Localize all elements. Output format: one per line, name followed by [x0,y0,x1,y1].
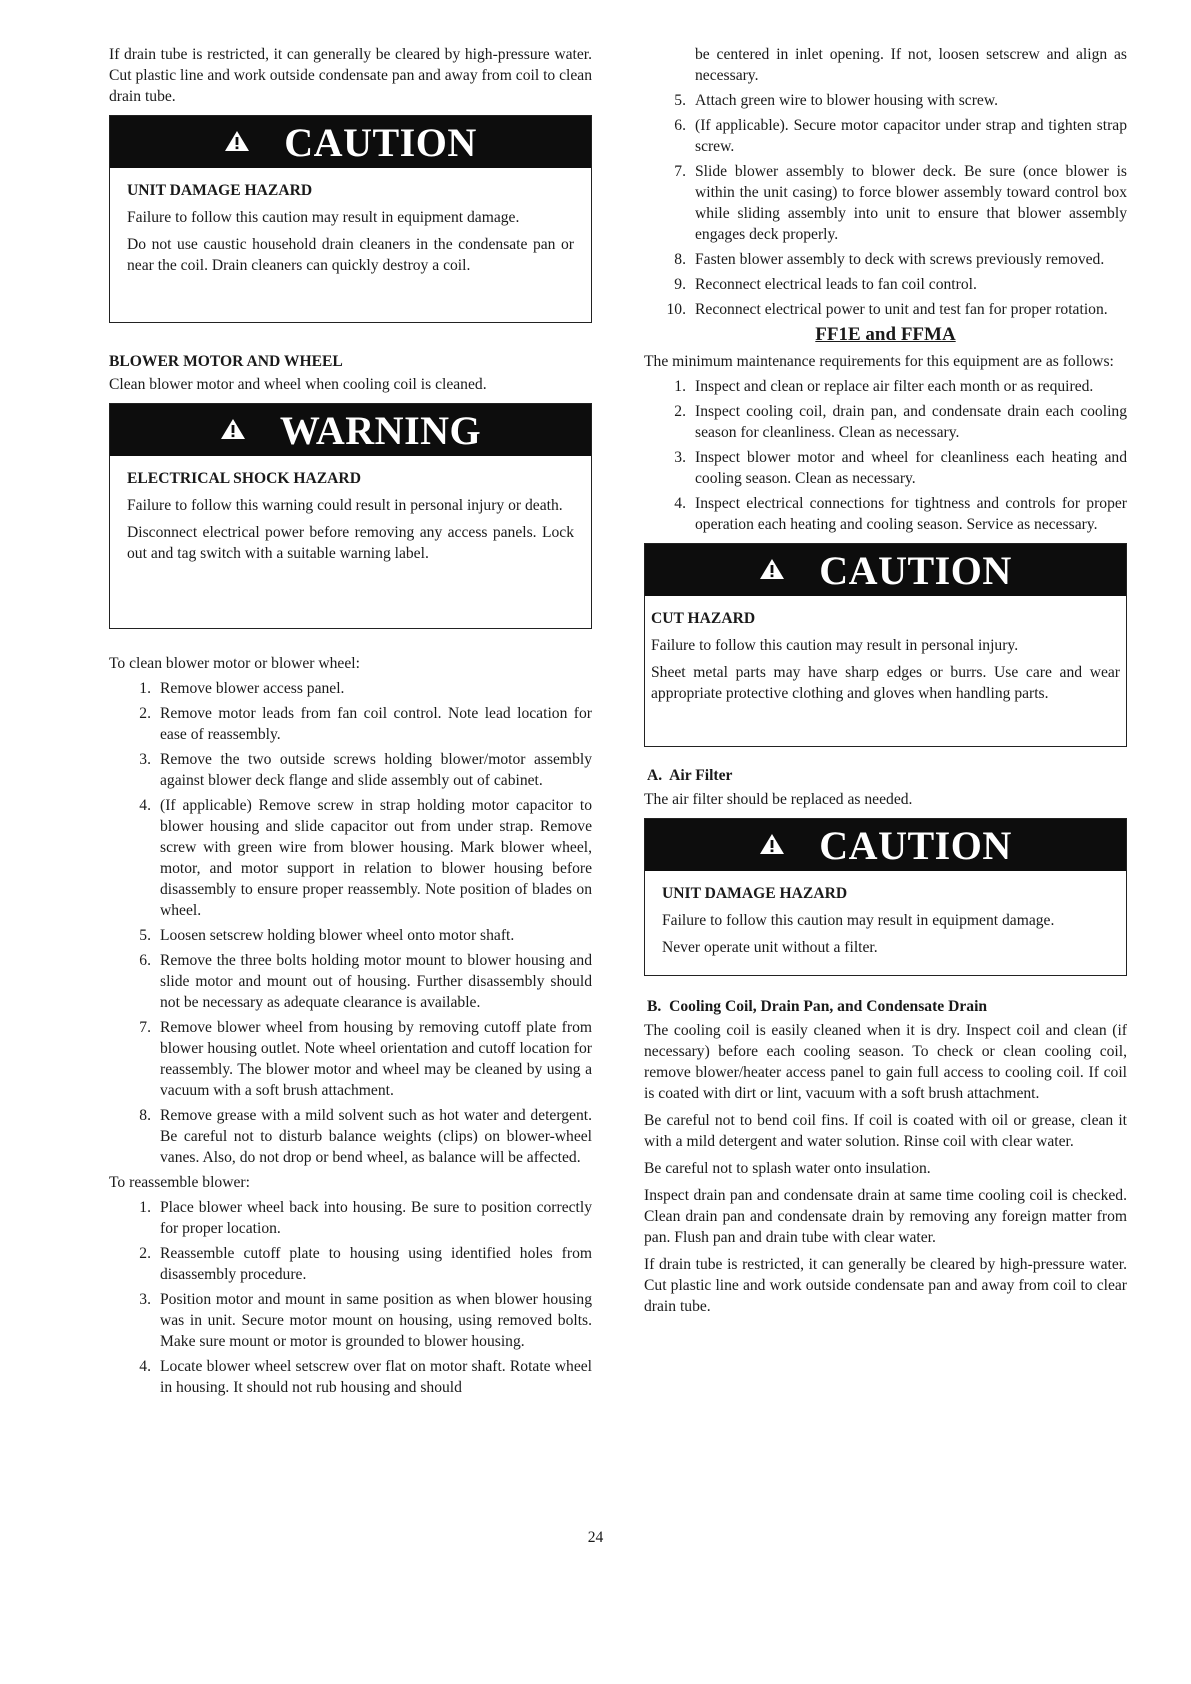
caution-box-filter [644,818,1127,976]
blower-intro: Clean blower motor and wheel when cooling coil is cleaned. [109,376,487,393]
list-item: 2. Inspect cooling coil, drain pan, and condensate drain each cooling season for cleanliness. Clean as necessary. [674,403,1127,441]
list-item: 6. Remove the three bolts holding motor mount to blower housing and slide motor and mount out of housing. Further disassembly should not be necessary as adequate clearance is available. [139,952,592,1011]
section-title-ff1e-ffma: FF1E and FFMA [815,324,956,345]
caution-box-cut-hazard [644,543,1127,747]
intro-paragraph: If drain tube is restricted, it can generally be cleared by high-pressure water. Cut plastic line and work outside condensate pan and away from coil to clean drain tube. [109,46,592,105]
section-heading-blower: BLOWER MOTOR AND WHEEL [109,353,343,370]
list-item: 1. Remove blower access panel. [139,680,345,697]
coil-paragraph: Inspect drain pan and condensate drain at same time cooling coil is checked. Clean drain pan and condensate drain by removing any foreign matter from pan. Flush pan and drain tube with clear water. [644,1187,1127,1246]
left-column [109,44,592,1402]
warning-box-electrical [109,403,592,629]
list-item: 8. Remove grease with a mild solvent such as hot water and detergent. Be careful not to disturb balance weights (clips) on blower-wheel vanes. Also, do not drop or bend wheel, as balance will be affected. [139,1107,592,1166]
caution-banner [110,116,591,168]
hazard-title: ELECTRICAL SHOCK HAZARD [127,470,361,487]
caution-label: CAUTION [819,822,1012,868]
hazard-title: CUT HAZARD [651,610,756,627]
subsection-heading-cooling-coil: B. Cooling Coil, Drain Pan, and Condensate Drain [647,998,988,1015]
coil-paragraph: If drain tube is restricted, it can generally be cleared by high-pressure water. Cut plastic line and work outside condensate pan and away from coil to clear drain tube. [644,1256,1127,1315]
reassemble-intro: To reassemble blower: [109,1174,250,1191]
list-item: 2. Reassemble cutoff plate to housing using identified holes from disassembly procedure. [139,1245,592,1283]
caution-text: Failure to follow this caution may result in equipment damage. [127,209,520,226]
caution-text: Sheet metal parts may have sharp edges or burrs. Use care and wear appropriate protective clothing and gloves when handling parts. [651,664,1120,702]
list-item: 9. Reconnect electrical leads to fan coil control. [674,276,977,293]
warning-triangle-icon [224,128,250,152]
list-item: 5. Attach green wire to blower housing with screw. [674,92,998,109]
list-item: 8. Fasten blower assembly to deck with screws previously removed. [674,251,1105,268]
list-item: 7. Slide blower assembly to blower deck. Be sure (once blower is within the unit casing) to force blower assembly toward control box while sliding assembly into unit to ensure that blower assembly engages deck properly. [674,163,1127,243]
ff-steps-list [644,376,1127,535]
caution-box-unit-damage [109,115,592,323]
clean-intro: To clean blower motor or blower wheel: [109,655,360,672]
caution-text: Failure to follow this caution may result in personal injury. [651,637,1019,654]
caution-text: Do not use caustic household drain cleaners in the condensate pan or near the coil. Drain cleaners can quickly destroy a coil. [127,236,574,274]
air-filter-text: The air filter should be replaced as needed. [644,791,913,808]
caution-text: Failure to follow this caution may result in equipment damage. [662,912,1055,929]
list-item: 3. Inspect blower motor and wheel for cleanliness each heating and cooling season. Clean as necessary. [674,449,1127,487]
warning-text: Failure to follow this warning could result in personal injury or death. [127,497,563,514]
list-item-continued: be centered in inlet opening. If not, loosen setscrew and align as necessary. [695,46,1127,84]
list-item: 3. Remove the two outside screws holding blower/motor assembly against blower deck flange and slide assembly out of cabinet. [139,751,592,789]
list-item: 1. Inspect and clean or replace air filter each month or as required. [674,378,1094,395]
coil-paragraph: Be careful not to bend coil fins. If coil is coated with oil or grease, clean it with a mild detergent and water solution. Rinse coil with clear water. [644,1112,1127,1150]
warning-label: WARNING [279,407,482,453]
subsection-heading-air-filter: A. Air Filter [647,767,733,784]
list-item: 6. (If applicable). Secure motor capacitor under strap and tighten strap screw. [674,117,1127,155]
list-item: 4. Locate blower wheel setscrew over flat on motor shaft. Rotate wheel in housing. It should not rub housing and should [139,1358,592,1396]
page-number: 24 [587,1529,604,1546]
list-item: 10. Reconnect electrical power to unit and test fan for proper rotation. [666,301,1108,318]
caution-banner [645,819,1126,871]
list-item: 1. Place blower wheel back into housing. Be sure to position correctly for proper location. [139,1199,592,1237]
warning-banner [110,404,591,456]
caution-label: CAUTION [284,119,477,165]
warning-triangle-icon [220,416,246,440]
warning-triangle-icon [759,831,785,855]
list-item: 4. Inspect electrical connections for tightness and controls for proper operation each heating and cooling season. Service as necessary. [674,495,1127,533]
hazard-title: UNIT DAMAGE HAZARD [127,182,313,199]
list-item: 3. Position motor and mount in same position as when blower housing was in unit. Secure motor mount on housing, using removed bolts. Make sure mount or motor is grounded to blower housing. [139,1291,592,1350]
list-item: 4. (If applicable) Remove screw in strap holding motor capacitor to blower housing and slide capacitor out from under strap. Remove screw with green wire from blower housing. Mark blower wheel, motor, and motor support in relation to blower housing before disassembly to ensure proper reassembly. Note position of blades on wheel. [139,797,592,919]
ff-intro: The minimum maintenance requirements for this equipment are as follows: [644,353,1114,370]
coil-paragraph: Be careful not to splash water onto insulation. [644,1160,931,1177]
reassemble-steps-list [109,1197,592,1398]
caution-banner [645,544,1126,596]
caution-label: CAUTION [819,547,1012,593]
right-column [644,44,1127,1323]
warning-triangle-icon [759,556,785,580]
warning-text: Disconnect electrical power before removing any access panels. Lock out and tag switch with a suitable warning label. [127,524,574,562]
reassemble-steps-continued [644,44,1127,320]
list-item: 2. Remove motor leads from fan coil control. Note lead location for ease of reassembly. [139,705,592,743]
list-item: 5. Loosen setscrew holding blower wheel onto motor shaft. [139,927,515,944]
clean-steps-list [109,678,592,1168]
caution-text: Never operate unit without a filter. [662,939,878,956]
hazard-title: UNIT DAMAGE HAZARD [662,885,848,902]
coil-paragraph: The cooling coil is easily cleaned when it is dry. Inspect coil and clean (if necessary) before each cooling season. To check or clean cooling coil, remove blower/heater access panel to gain full access to cooling coil. If coil is coated with dirt or lint, vacuum with a soft brush attachment. [644,1022,1127,1102]
list-item: 7. Remove blower wheel from housing by removing cutoff plate from blower housing outlet. Note wheel orientation and cutoff location for reassembly. The blower motor and wheel may be cleaned by using a vacuum with a soft brush attachment. [139,1019,592,1099]
